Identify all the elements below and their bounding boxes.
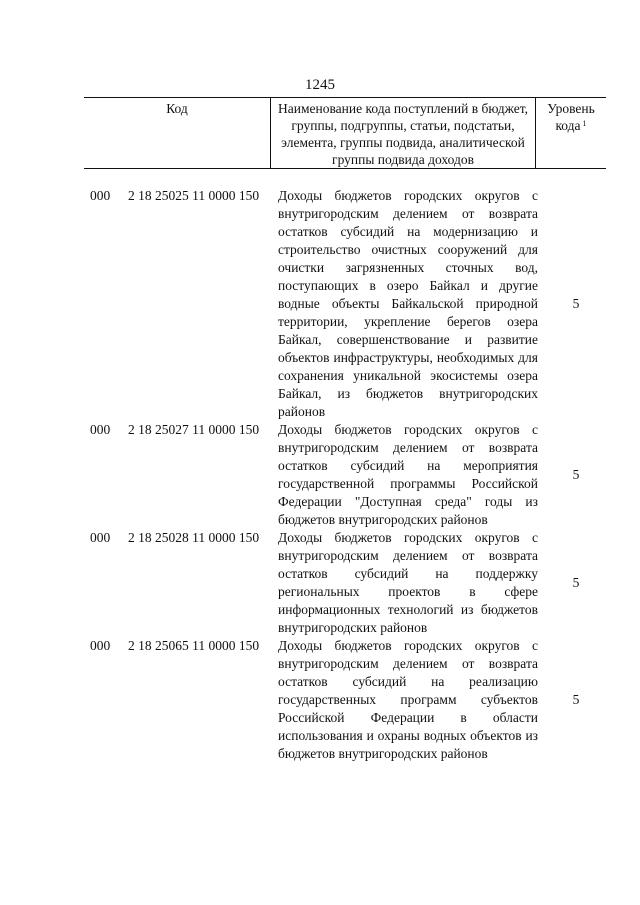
- table-row: [84, 529, 606, 637]
- table-header: [84, 97, 606, 169]
- row-name: Доходы бюджетов городских округов с внутригородским делением от возврата остатков субсидий на реализацию государственных программ субъектов Российской Федерации в области использования и охраны водных объектов из бюджетов внутригородских районов: [278, 638, 538, 761]
- table-row: [84, 421, 606, 529]
- header-level: [536, 98, 606, 168]
- row-code: 2 18 25027 11 0000 150: [128, 422, 260, 437]
- row-name: Доходы бюджетов городских округов с внутригородским делением от возврата остатков субсидий на модернизацию и строительство очистных сооружений для очистки загрязненных сточных вод, поступающих в озеро Байкал и другие водные объекты Байкальской природной территории, укрепление берегов озера Байкал, совершенствование и развитие объектов инфраструктуры, необходимых для сохранения уникальной экосистемы озера Байкал, из бюджетов внутригородских районов: [278, 188, 538, 419]
- page-number: 1245: [305, 77, 335, 93]
- row-code: 2 18 25065 11 0000 150: [128, 638, 260, 653]
- header-code: Код: [166, 101, 188, 116]
- row-level: 5: [572, 692, 580, 707]
- header-level-footnote: 1: [582, 119, 587, 128]
- table-row: [84, 187, 606, 421]
- row-level: 5: [572, 575, 580, 590]
- row-admin-code: 000: [90, 188, 111, 203]
- row-name: Доходы бюджетов городских округов с внутригородским делением от возврата остатков субсидий на поддержку региональных проектов в сфере информационных технологий из бюджетов внутригородских районов: [278, 530, 538, 635]
- row-level: 5: [572, 296, 580, 311]
- row-level: 5: [572, 467, 580, 482]
- header-name: Наименование кода поступлений в бюджет, группы, подгруппы, статьи, подстатьи, элемента, группы подвида, аналитической группы подвида доходов: [270, 98, 536, 168]
- table-body: [84, 187, 606, 763]
- table-row: [84, 637, 606, 763]
- row-name: Доходы бюджетов городских округов с внутригородским делением от возврата остатков субсидий на мероприятия государственной программы Российской Федерации "Доступная среда" годы из бюджетов внутригородских районов: [278, 422, 538, 527]
- row-code: 2 18 25028 11 0000 150: [128, 530, 260, 545]
- row-code: 2 18 25025 11 0000 150: [128, 188, 260, 203]
- header-level-label: Уровень кода: [547, 101, 595, 133]
- row-admin-code: 000: [90, 638, 111, 653]
- row-admin-code: 000: [90, 530, 111, 545]
- row-admin-code: 000: [90, 422, 111, 437]
